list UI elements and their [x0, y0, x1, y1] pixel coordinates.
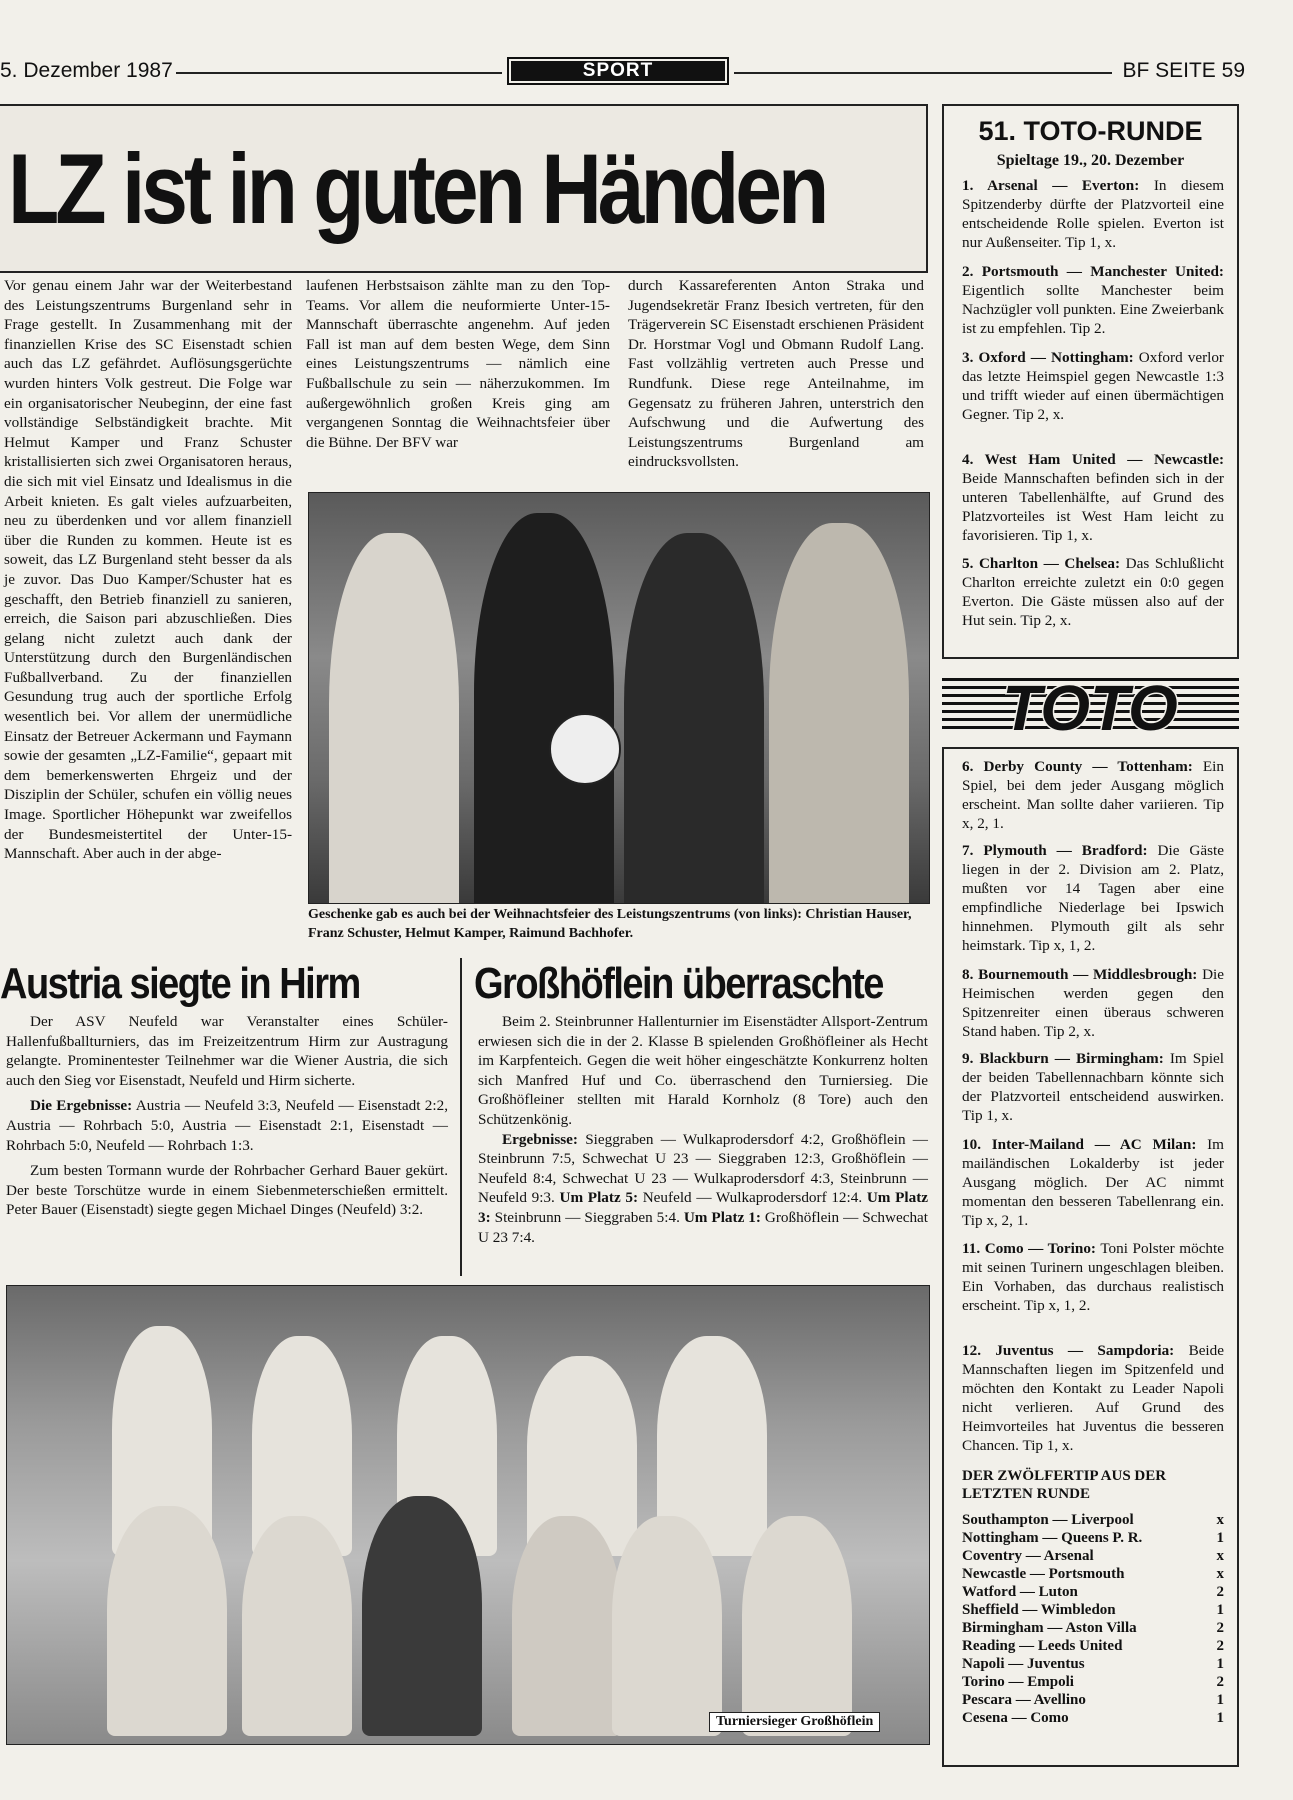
zw-match: Cesena — Como [962, 1710, 1069, 1726]
tip-text: Beide Mannschaften liegen im Spitzenfeld und möchten den Kontakt zu Leader Napoli nicht verlieren. Auf Grund des Heimvorteiles hat Juventus die besseren Chancen. Tip 1, x. [962, 1342, 1224, 1454]
tip-text: In diesem Spitzenderby dürfte der Platzvorteil eine entscheidende Rolle spielen. Everton ist nur Außenseiter. Tip 1, x. [962, 177, 1225, 251]
toto-tip-1 [962, 176, 1224, 252]
tip-match: 9. Blackburn — Birmingham: [962, 1050, 1164, 1067]
zw-match: Coventry — Arsenal [962, 1548, 1094, 1564]
austria-p1: Der ASV Neufeld war Veranstalter eines Schüler-Hallenfußballturniers, das im Freizeitzentrum Hirm zur Austragung gelangte. Prominentester Teilnehmer war die Wiener Austria, die sich auch den Sieg vor Eisenstadt, Neufeld und Hirm sicherte. [6, 1013, 448, 1089]
tip-text: Beide Mannschaften befinden sich in der unteren Tabellenhälfte, auf Grund des Platzvorteiles ist West Ham leicht zu favorisieren. Tip 1, x. [962, 470, 1224, 544]
page-number: BF SEITE 59 [1122, 59, 1245, 82]
section-label [507, 57, 729, 85]
tip-match: 2. Portsmouth — Manchester United: [962, 263, 1224, 280]
tip-match: 5. Charlton — Chelsea: [962, 555, 1121, 572]
toto-tip-2 [962, 262, 1224, 338]
gross-p2-place5-text: Neufeld — Wulkaprodersdorf 12:4. [642, 1189, 863, 1207]
toto-tip-3 [962, 348, 1224, 424]
person-figure [329, 533, 459, 904]
person-figure [624, 533, 764, 904]
header-rule-left [176, 72, 502, 74]
football [549, 713, 621, 785]
tip-match: 8. Bournemouth — Middlesbrough: [962, 966, 1198, 983]
zw-result: x [1216, 1512, 1224, 1528]
lz-christmas-photo [308, 492, 930, 904]
austria-headline: Austria siegte in Hirm [0, 960, 360, 1009]
tip-text: Toni Polster möchte mit seinen Turinern ungeschlagen bleiben. Ein Vorhaben, das durchaus realistisch erscheint. Tip x, 1, 2. [962, 1240, 1224, 1314]
lz-headline: LZ ist in guten Händen [8, 133, 826, 245]
tip-text: Oxford verlor das letzte Heimspiel gegen Newcastle 1:3 und trifft wieder auf einen übermächtigen Gegner. Tip 2, x. [962, 349, 1224, 423]
austria-p3: Zum besten Tormann wurde der Rohrbacher Gerhard Bauer gekürt. Der beste Torschütze wurde in einem Siebenmeterschießen ermittelt. Peter Bauer (Eisenstadt) siegte gegen Michael Dinges (Neufeld) 3:2. [6, 1162, 448, 1219]
lz-headline-box [0, 104, 928, 273]
toto-subtitle: Spieltage 19., 20. Dezember [996, 152, 1185, 169]
toto-tip-7 [962, 841, 1224, 955]
zw-result: x [1216, 1548, 1224, 1564]
column-divider [460, 958, 462, 1276]
lz-text-col1: Vor genau einem Jahr war der Weiterbestand des Leistungszentrums Burgenland sehr in Frage gestellt. In Zusammenhang mit der finanziellen Krise des SC Eisenstadt schien auch das LZ gefährdet. Auflösungsgerüchte wurden hinters Volk gestreut. Die Folge war ein organisatorischer Neubeginn, der eine fast vollständige Selbständigkeit brachte. Mit Helmut Kamper und Franz Schuster kristallisierten sich zwei Organisatoren heraus, die sich mit viel Einsatz und Idealismus in die Arbeit knieten. Es galt vieles aufzuarbeiten, neu zu überdenken und vor allem finanziell über die Runden zu kommen. Heute ist es soweit, das LZ Burgenland steht besser da als je zuvor. Das Duo Kamper/Schuster hat es geschafft, den Betrieb finanziell zu sanieren, erreich, die Saison pari abzuschließen. Dies gelang nicht zuletzt auch dank der Unterstützung durch den Burgenländischen Fußballverband. Zu der finanziellen Gesundung trug auch der sportliche Erfolg wesentlich bei. Vor allem der unermüdliche Einsatz der Betreuer Ackermann und Faymann sowie der gesamten „LZ-Familie“, gepaart mit dem bemerkenswerten Ehrgeiz und der Disziplin der Schüler, schufen ein völlig neues Image. Sportlicher Höhepunkt war zweifellos der Bundesmeistertitel der Unter-15-Mannschaft. Aber auch in der abge- [4, 277, 292, 863]
toto-logo [942, 668, 1239, 740]
player-figure [107, 1506, 227, 1736]
zw-result: 1 [1216, 1656, 1224, 1672]
player-figure [612, 1516, 722, 1736]
tip-match: 10. Inter-Mailand — AC Milan: [962, 1136, 1197, 1153]
gross-p2-label: Ergebnisse: [502, 1130, 578, 1148]
tip-match: 1. Arsenal — Everton: [962, 177, 1140, 194]
lz-text-col3: durch Kassareferenten Anton Straka und Jugendsekretär Franz Ibesich vertreten, für den Trägerverein SC Eisenstadt erschienen Präsident Dr. Horstmar Vogl und Obmann Rudolf Lang. Fast vollzählig vertreten auch Presse und Rundfunk. Diese rege Anteilnahme, im Gegensatz zu früheren Jahren, unterstrich den Aufschwung und die Aufwertung des Leistungszentrums Burgenland am eindrucksvollsten. [628, 277, 924, 471]
austria-p2 [6, 1096, 448, 1155]
gross-p2-place3-text: Steinbrunn — Sieggraben 5:4. [494, 1208, 680, 1226]
section-label-text: SPORT [511, 61, 725, 81]
zw-match: Newcastle — Portsmouth [962, 1566, 1125, 1582]
zw-result: 1 [1216, 1530, 1224, 1546]
zw-result: x [1216, 1566, 1224, 1582]
tip-match: 11. Como — Torino: [962, 1240, 1096, 1257]
gross-headline: Großhöflein überraschte [474, 960, 883, 1009]
tip-text: Im Spiel der beiden Tabellennachbarn könnte sich der Platzvorteil entscheidend auswirken. Tip 1, x. [962, 1050, 1225, 1124]
zw-match: Birmingham — Aston Villa [962, 1620, 1137, 1636]
lz-article-col3 [628, 276, 924, 472]
toto-tip-6 [962, 757, 1224, 833]
tip-text: Ein Spiel, bei dem jeder Ausgang möglich erscheint. Man sollte daher variieren. Tip x, 2, 1. [962, 758, 1224, 832]
person-figure [474, 513, 614, 904]
gross-p2-place1-text: Großhöflein — Schwechat U 23 7:4. [478, 1208, 929, 1246]
gross-p2-place3: Um Platz 3: [478, 1189, 929, 1226]
toto-box-bottom [942, 747, 1239, 1767]
austria-p2-text: Austria — Neufeld 3:3, Neufeld — Eisenstadt 2:2, Austria — Rohrbach 5:0, Austria — Eisenstadt 2:1, Eisenstadt — Rohrbach 5:0, Neufeld — Rohrbach 1:3. [6, 1097, 449, 1154]
toto-box-top [942, 104, 1239, 659]
tip-match: 6. Derby County — Tottenham: [962, 758, 1193, 775]
player-figure [742, 1516, 852, 1736]
lz-text-col2: laufenen Herbstsaison zählte man zu den Top-Teams. Vor allem die neuformierte Unter-15-Mannschaft überraschte angenehm. Auf jeden Fall ist man auf dem besten Wege, dem Sinn eines Leistungszentrums — nämlich eine Fußballschule zu sein — näherzukommen. Im außergewöhnlich großen Kreis ging am vergangenen Sonntag die Weihnachtsfeier über die Bühne. Der BFV war [306, 277, 610, 451]
toto-tip-4 [962, 450, 1224, 545]
toto-tip-10 [962, 1135, 1224, 1230]
page-header [0, 55, 1293, 91]
lz-photo-caption: Geschenke gab es auch bei der Weihnachtsfeier des Leistungszentrums (von links): Christian Hauser, Franz Schuster, Helmut Kamper, Raimund Bachhofer. [308, 907, 912, 941]
tip-text: Das Schlußlicht Charlton erreichte zuletzt ein 0:0 gegen Everton. Die Gäste müssen also auf der Hut sein. Tip 2, x. [962, 555, 1224, 629]
zw-result: 1 [1216, 1692, 1224, 1708]
zw-result: 2 [1216, 1584, 1224, 1600]
austria-article [6, 1012, 448, 1220]
toto-tip-9 [962, 1049, 1224, 1125]
zw-match: Pescara — Avellino [962, 1692, 1086, 1708]
tip-text: Die Gäste liegen in der 2. Division am 2. Platz, mußten vor 14 Tagen aber eine empfindliche Niederlage bei Ipswich hinnehmen. Plymouth gilt als sehr heimstark. Tip x, 1, 2. [962, 842, 1225, 954]
tip-match: 12. Juventus — Sampdoria: [962, 1342, 1175, 1359]
gross-article [478, 1012, 928, 1247]
zw-match: Sheffield — Wimbledon [962, 1602, 1116, 1618]
toto-tip-11 [962, 1239, 1224, 1315]
zw-result: 2 [1216, 1620, 1224, 1636]
gross-p2-text: Sieggraben — Wulkaprodersdorf 4:2, Großhöflein — Steinbrunn 7:5, Schwechat U 23 — Sieggraben 12:3, Großhöflein — Neufeld 8:4, Schwechat U 23 — Wulkaprodersdorf 4:3, Steinbrunn — Neufeld 9:3. [478, 1130, 928, 1207]
tip-match: 7. Plymouth — Bradford: [962, 842, 1148, 859]
lz-article-col2 [306, 276, 610, 452]
gross-p2-place1: Um Platz 1: [683, 1208, 761, 1226]
tip-text: Eigentlich sollte Manchester beim Nachzügler voll punkten. Eine Zweierbank ist zu empfehlen. Tip 2. [962, 282, 1224, 337]
zw-match: Nottingham — Queens P. R. [962, 1530, 1143, 1546]
person-figure [769, 523, 909, 904]
header-rule-right [734, 72, 1112, 74]
team-photo-caption: Turniersieger Großhöflein [709, 1712, 880, 1732]
zw-match: Napoli — Juventus [962, 1656, 1085, 1672]
zw-match: Watford — Luton [962, 1584, 1078, 1600]
player-figure [362, 1496, 482, 1736]
zw-match: Torino — Empoli [962, 1674, 1074, 1690]
zwoelfertip-title: DER ZWÖLFERTIP AUS DER LETZTEN RUNDE [962, 1468, 1167, 1502]
zw-result: 1 [1216, 1602, 1224, 1618]
toto-tip-5 [962, 554, 1224, 630]
issue-date: 5. Dezember 1987 [0, 59, 173, 82]
toto-tip-8 [962, 965, 1224, 1041]
lz-article-col1 [4, 276, 292, 864]
player-figure [242, 1516, 352, 1736]
austria-p2-label: Die Ergebnisse: [30, 1097, 133, 1115]
gross-p2-place5: Um Platz 5: [559, 1189, 639, 1207]
tip-text: Die Heimischen werden gegen den Spitzenreiter einen überaus schweren Stand haben. Tip 2, x. [962, 966, 1224, 1040]
zw-result: 1 [1216, 1710, 1224, 1726]
gross-p2 [478, 1130, 928, 1248]
toto-tip-12 [962, 1341, 1224, 1455]
zw-match: Southampton — Liverpool [962, 1512, 1134, 1528]
player-figure [512, 1516, 622, 1736]
toto-logo-text: TOTO [1002, 672, 1178, 740]
tip-text: Im mailändischen Lokalderby ist jeder Ausgang möglich. Der AC nimmt momentan den besseren Tabellenrang ein. Tip x, 2, 1. [962, 1136, 1224, 1229]
tip-match: 4. West Ham United — Newcastle: [962, 451, 1224, 468]
zw-match: Reading — Leeds United [962, 1638, 1123, 1654]
zw-result: 2 [1216, 1674, 1224, 1690]
toto-title: 51. TOTO-RUNDE [978, 116, 1203, 146]
zw-result: 2 [1216, 1638, 1224, 1654]
gross-p1: Beim 2. Steinbrunner Hallenturnier im Eisenstädter Allsport-Zentrum erwiesen sich die in der 2. Klasse B spielenden Großhöfleiner als Hecht im Karpfenteich. Gegen die weit höher eingeschätzte Konkurrenz holten sich Manfred Huf und Co. überraschend den Turniersieg. Die Großhöfleiner stellten mit Harald Kornholz (8 Tore) auch den Schützenkönig. [478, 1013, 928, 1128]
team-photo [6, 1285, 930, 1745]
tip-match: 3. Oxford — Nottingham: [962, 349, 1134, 366]
